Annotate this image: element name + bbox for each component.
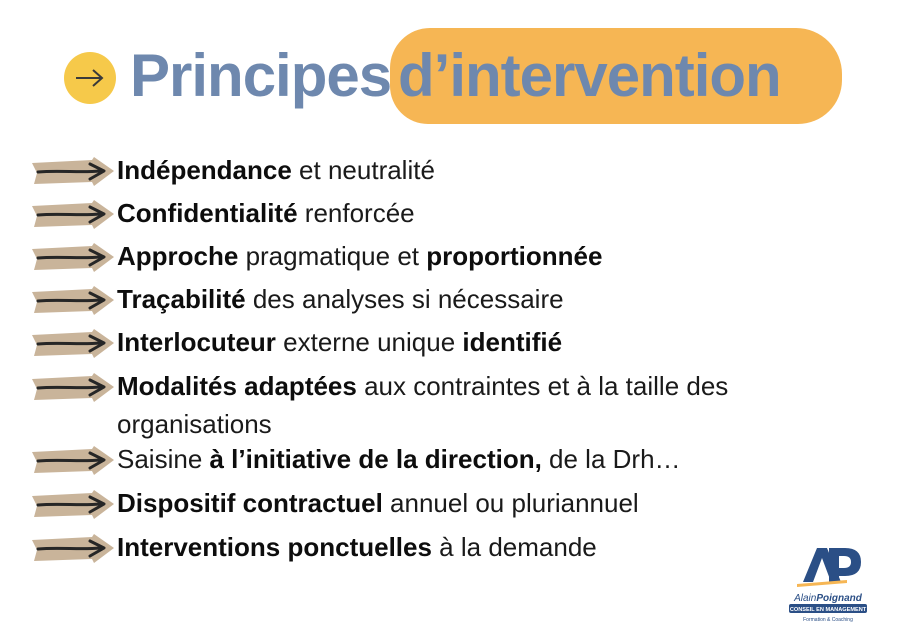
bold-phrase: identifié (462, 327, 563, 357)
plain-phrase: annuel ou pluriannuel (382, 488, 639, 518)
title-arrow-circle (64, 52, 116, 104)
arrow-right-icon (73, 67, 107, 89)
logo-sub: Formation & Coaching (803, 617, 853, 623)
list-item-text (117, 283, 564, 315)
list-item-text (117, 326, 562, 358)
plain-phrase: Saisine (117, 444, 210, 474)
list-item-text (117, 197, 415, 229)
page-title-second-word: d’intervention (398, 42, 781, 109)
bold-phrase: proportionnée (426, 241, 603, 271)
bold-phrase: Indépendance (117, 155, 292, 185)
bold-phrase: à l’initiative de la direction, (209, 444, 542, 474)
logo-tagline: CONSEIL EN MANAGEMENT (789, 607, 867, 613)
page-title-first-word: Principes (130, 42, 392, 109)
hand-drawn-arrow-icon (30, 200, 114, 230)
bold-phrase: Confidentialité (117, 198, 298, 228)
plain-phrase: externe unique (275, 327, 463, 357)
plain-phrase: et neutralité (291, 155, 435, 185)
plain-phrase: aux contraintes et à la taille des (356, 371, 729, 401)
bold-phrase: Approche (117, 241, 239, 271)
list-item-text (117, 487, 639, 519)
logo-name-last: Poignand (816, 593, 862, 604)
hand-drawn-arrow-icon (30, 490, 114, 520)
hand-drawn-arrow-icon (30, 373, 114, 403)
list-item-continuation: organisations (117, 409, 272, 439)
hand-drawn-arrow-icon (30, 534, 114, 564)
hand-drawn-arrow-icon (30, 157, 114, 187)
plain-phrase: pragmatique et (238, 241, 427, 271)
plain-phrase: de la Drh… (541, 444, 681, 474)
list-item-text (117, 240, 602, 272)
plain-phrase: renforcée (297, 198, 415, 228)
company-logo (783, 542, 873, 630)
hand-drawn-arrow-icon (30, 446, 114, 476)
list-item-text (117, 370, 728, 402)
hand-drawn-arrow-icon (30, 286, 114, 316)
bold-phrase: Interventions ponctuelles (117, 532, 432, 562)
hand-drawn-arrow-icon (30, 243, 114, 273)
bold-phrase: Dispositif contractuel (117, 488, 383, 518)
list-item-text (117, 443, 681, 475)
logo-name (793, 593, 863, 604)
bold-phrase: Modalités adaptées (117, 371, 357, 401)
list-item-text (117, 531, 597, 563)
title-block (60, 14, 840, 124)
plain-phrase: des analyses si nécessaire (245, 284, 564, 314)
logo-name-first: Alain (794, 593, 817, 604)
bold-phrase: Traçabilité (117, 284, 246, 314)
hand-drawn-arrow-icon (30, 329, 114, 359)
plain-phrase: à la demande (431, 532, 597, 562)
list-item-text (117, 154, 435, 186)
bold-phrase: Interlocuteur (117, 327, 276, 357)
